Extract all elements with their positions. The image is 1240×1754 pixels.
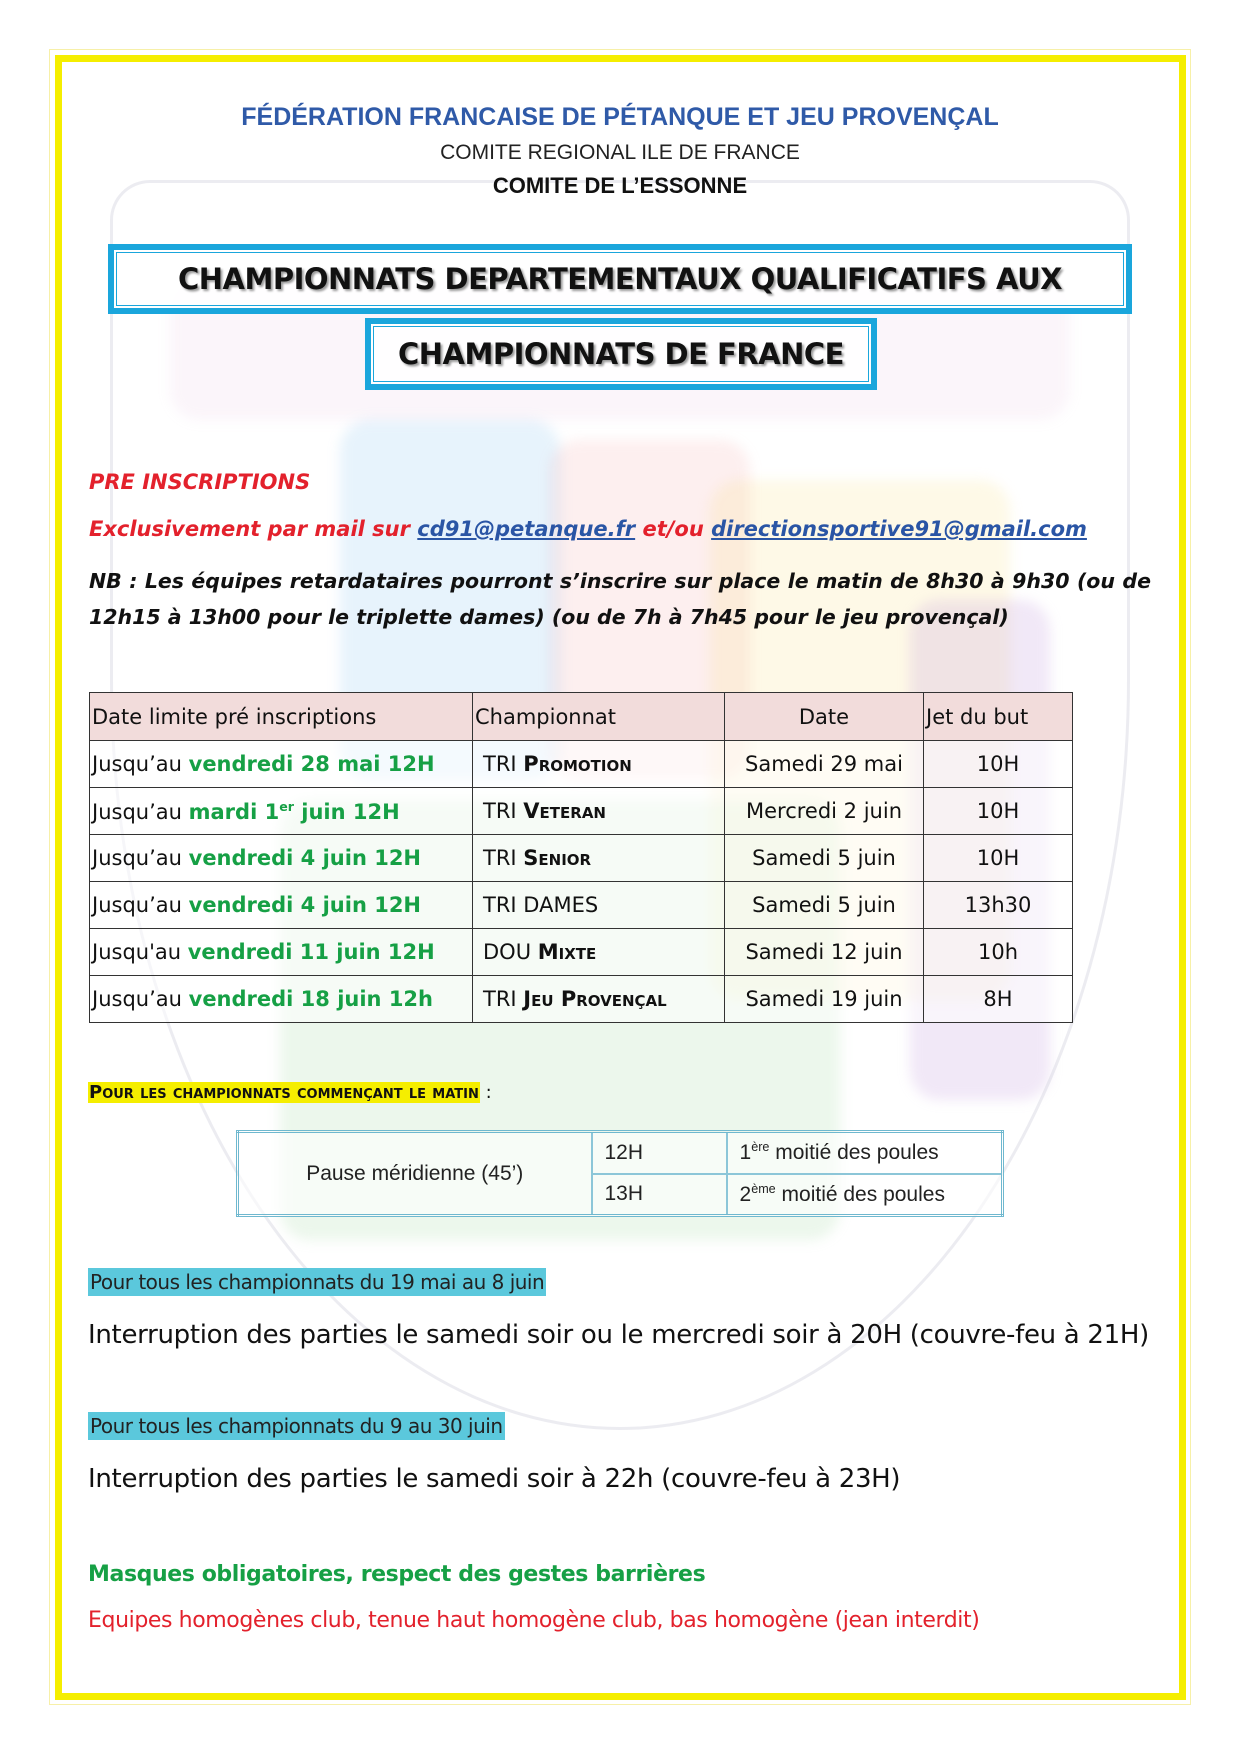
championship-type: TRI DAMES xyxy=(483,893,599,917)
jet-cell: 8H xyxy=(924,976,1073,1023)
pause-row xyxy=(238,1132,1003,1174)
date-cell: Mercredi 2 juin xyxy=(725,788,924,835)
table-row xyxy=(90,835,1073,882)
deadline-prefix: Jusqu'au xyxy=(92,940,188,964)
header-championship: Championnat xyxy=(473,693,725,741)
table-header-row xyxy=(90,693,1073,741)
championship-category: Promotion xyxy=(523,752,632,776)
date-cell: Samedi 12 juin xyxy=(725,929,924,976)
schedule-table xyxy=(89,692,1073,1023)
team-dress-notice: Equipes homogènes club, tenue haut homogène club, bas homogène (jean interdit) xyxy=(88,1608,980,1633)
championship-cell xyxy=(473,788,725,835)
late-registration-note: NB : Les équipes retardataires pourront s’inscrire sur place le matin de 8h30 à 9h30 (ou de 12h15 à 13h00 pour le triplette dames) (ou de 7h à 7h45 pour le jeu provençal) xyxy=(89,569,1151,629)
date-cell: Samedi 5 juin xyxy=(725,835,924,882)
period-highlight-may-june: Pour tous les championnats du 19 mai au 8 juin xyxy=(90,1270,545,1294)
deadline-value: vendredi 4 juin 12H xyxy=(188,846,422,870)
morning-championships-heading xyxy=(88,1082,492,1103)
championship-cell xyxy=(473,835,725,882)
deadline-value: vendredi 28 mai 12H xyxy=(188,752,435,776)
championship-category: Jeu Provençal xyxy=(523,987,667,1011)
interruption-rule-2: Interruption des parties le samedi soir à 22h (couvre-feu à 23H) xyxy=(88,1464,901,1494)
pause-label-cell: Pause méridienne (45’) xyxy=(238,1132,592,1216)
pause-group-cell: 2ème moitié des poules xyxy=(727,1174,1003,1216)
championship-type: TRI xyxy=(483,752,524,776)
table-row xyxy=(90,976,1073,1023)
jet-cell: 13h30 xyxy=(924,882,1073,929)
departmental-committee: COMITE DE L’ESSONNE xyxy=(492,173,748,198)
date-cell: Samedi 19 juin xyxy=(725,976,924,1023)
regional-committee: COMITE REGIONAL ILE DE FRANCE xyxy=(440,141,800,164)
email-link-direction-sportive[interactable]: directionsportive91@gmail.com xyxy=(711,517,1087,541)
championship-category: Mixte xyxy=(537,940,597,964)
jet-cell: 10H xyxy=(924,788,1073,835)
jet-cell: 10H xyxy=(924,741,1073,788)
deadline-cell xyxy=(90,741,473,788)
deadline-prefix: Jusqu’au xyxy=(92,846,189,870)
interruption-rule-1: Interruption des parties le samedi soir ou le mercredi soir à 20H (couvre-feu à 21H) xyxy=(88,1320,1149,1350)
period-highlight-june: Pour tous les championnats du 9 au 30 juin xyxy=(90,1414,503,1438)
deadline-cell xyxy=(90,929,473,976)
deadline-prefix: Jusqu’au xyxy=(92,987,189,1011)
deadline-value: mardi 1er juin 12H xyxy=(188,798,400,824)
table-row xyxy=(90,788,1073,835)
table-row xyxy=(90,929,1073,976)
deadline-cell xyxy=(90,788,473,835)
jet-cell: 10h xyxy=(924,929,1073,976)
mail-prefix: Exclusivement par mail sur xyxy=(89,517,418,541)
mail-instructions xyxy=(89,517,1087,541)
morning-heading-suffix: : xyxy=(479,1082,492,1103)
deadline-prefix: Jusqu’au xyxy=(92,893,189,917)
pause-group-cell: 1ère moitié des poules xyxy=(727,1132,1003,1174)
deadline-value: vendredi 18 juin 12h xyxy=(188,987,433,1011)
jet-cell: 10H xyxy=(924,835,1073,882)
header-deadline: Date limite pré inscriptions xyxy=(90,693,473,741)
federation-title: FÉDÉRATION FRANCAISE DE PÉTANQUE ET JEU PROVENÇAL xyxy=(241,103,999,131)
email-link-cd91[interactable]: cd91@petanque.fr xyxy=(417,517,636,541)
main-title-line2: CHAMPIONNATS DE FRANCE xyxy=(373,326,869,382)
date-cell: Samedi 29 mai xyxy=(725,741,924,788)
championship-type: TRI xyxy=(483,987,524,1011)
championship-type: TRI xyxy=(483,799,524,823)
deadline-prefix: Jusqu’au xyxy=(92,752,189,776)
pause-time-cell: 12H xyxy=(592,1132,727,1174)
date-cell: Samedi 5 juin xyxy=(725,882,924,929)
main-title-line1: CHAMPIONNATS DEPARTEMENTAUX QUALIFICATIFS AUX xyxy=(116,252,1124,306)
deadline-value: vendredi 11 juin 12H xyxy=(187,940,435,964)
morning-heading-highlight: Pour les championnats commençant le matin xyxy=(89,1082,479,1103)
mail-joiner: et/ou xyxy=(635,517,712,541)
deadline-cell xyxy=(90,835,473,882)
championship-cell xyxy=(473,929,725,976)
deadline-cell xyxy=(90,882,473,929)
lunch-break-table xyxy=(236,1130,1004,1217)
championship-cell xyxy=(473,882,725,929)
header-date: Date xyxy=(725,693,924,741)
championship-cell xyxy=(473,741,725,788)
pause-time-cell: 13H xyxy=(592,1174,727,1216)
table-row xyxy=(90,882,1073,929)
pre-inscriptions-heading: PRE INSCRIPTIONS xyxy=(89,470,311,494)
masks-notice: Masques obligatoires, respect des gestes barrières xyxy=(88,1562,706,1587)
championship-type: DOU xyxy=(483,940,538,964)
main-title-box xyxy=(108,244,1132,314)
deadline-value: vendredi 4 juin 12H xyxy=(188,893,422,917)
championship-category: Senior xyxy=(523,846,592,870)
table-row xyxy=(90,741,1073,788)
championship-type: TRI xyxy=(483,846,524,870)
championship-category: Veteran xyxy=(523,799,606,823)
deadline-prefix: Jusqu’au xyxy=(92,799,189,824)
deadline-cell xyxy=(90,976,473,1023)
subtitle-box xyxy=(365,318,877,390)
header-jet-du-but: Jet du but xyxy=(924,693,1073,741)
championship-cell xyxy=(473,976,725,1023)
